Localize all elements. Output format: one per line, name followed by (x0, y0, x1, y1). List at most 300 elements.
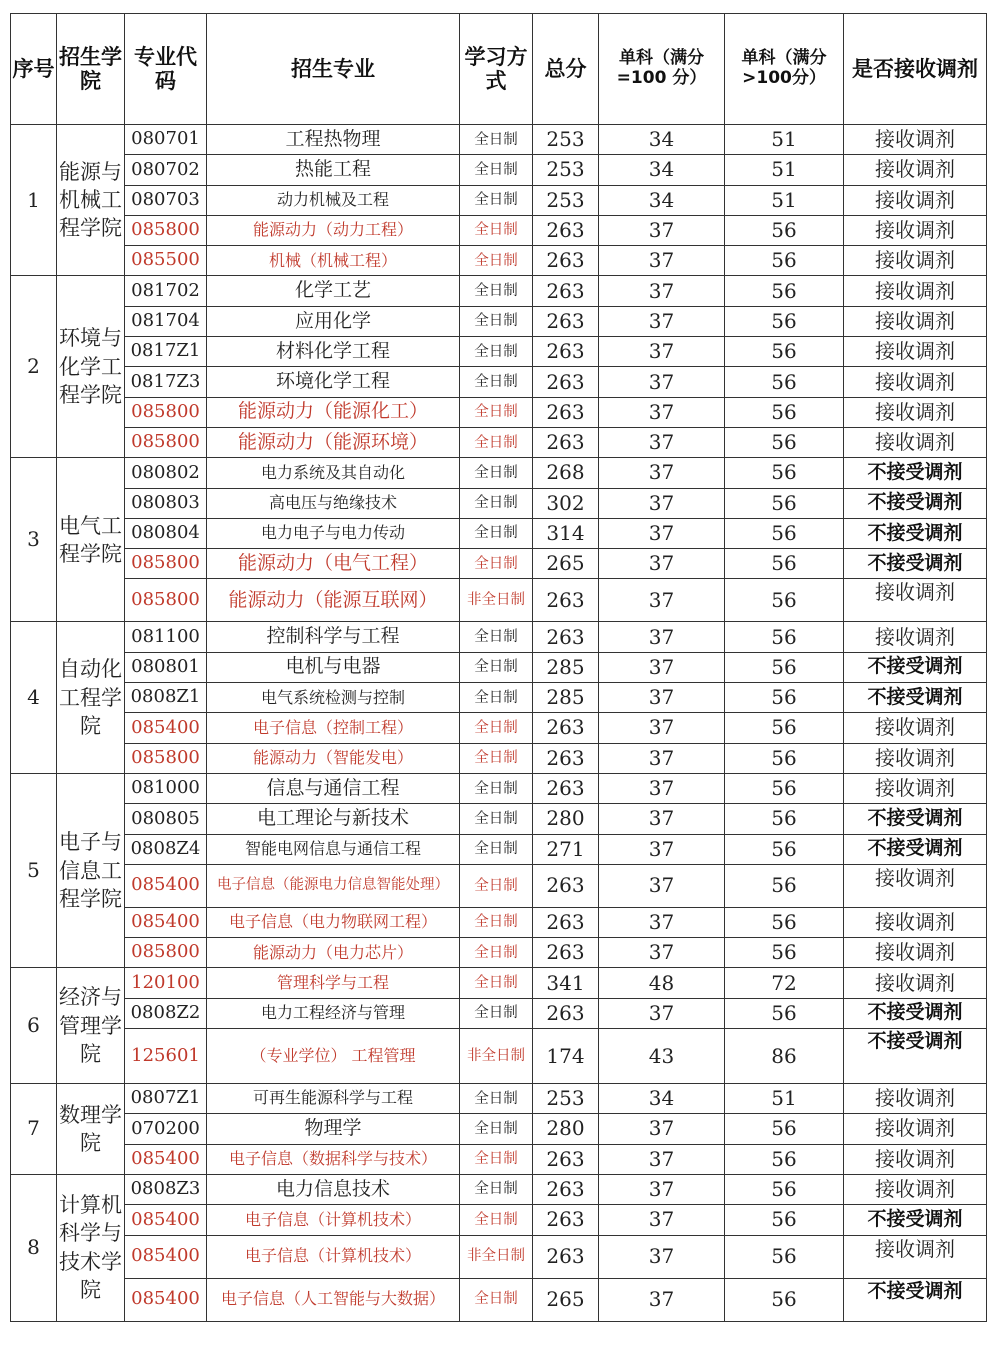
major-code: 081704 (125, 306, 207, 336)
major-code: 085800 (125, 549, 207, 579)
table-body (11, 125, 987, 1322)
header-total: 总分 (533, 14, 599, 125)
study-mode: 非全日制 (460, 1235, 533, 1278)
major-code: 080701 (125, 125, 207, 155)
single-100-score: 37 (599, 773, 725, 803)
table-row (11, 427, 987, 457)
major-name: 动力机械及工程 (207, 185, 460, 215)
table-row (11, 276, 987, 306)
single-over-100-score: 56 (725, 246, 844, 276)
single-100-score: 37 (599, 713, 725, 743)
adjust-status: 不接受调剂 (844, 549, 987, 579)
single-100-score: 37 (599, 518, 725, 548)
major-name: 电子信息（计算机技术） (207, 1235, 460, 1278)
table-row (11, 998, 987, 1028)
single-over-100-score: 56 (725, 1114, 844, 1144)
study-mode: 全日制 (460, 125, 533, 155)
adjust-status: 接收调剂 (844, 1144, 987, 1174)
header-single-over-100: 单科（满分>100分） (725, 14, 844, 125)
total-score: 263 (533, 367, 599, 397)
single-over-100-score: 51 (725, 185, 844, 215)
major-name: 电子信息（数据科学与技术） (207, 1144, 460, 1174)
table-row (11, 1114, 987, 1144)
major-code: 085400 (125, 713, 207, 743)
adjust-status: 接收调剂 (844, 579, 987, 622)
single-100-score: 34 (599, 185, 725, 215)
single-over-100-score: 56 (725, 549, 844, 579)
adjust-status: 不接受调剂 (844, 458, 987, 488)
single-over-100-score: 56 (725, 998, 844, 1028)
major-name: 电机与电器 (207, 652, 460, 682)
admission-table (10, 13, 987, 1322)
single-100-score: 37 (599, 397, 725, 427)
study-mode: 全日制 (460, 549, 533, 579)
single-over-100-score: 56 (725, 367, 844, 397)
adjust-status: 不接受调剂 (844, 488, 987, 518)
adjust-status: 接收调剂 (844, 276, 987, 306)
total-score: 174 (533, 1029, 599, 1084)
table-row (11, 864, 987, 907)
major-code: 085800 (125, 743, 207, 773)
single-100-score: 37 (599, 427, 725, 457)
single-100-score: 37 (599, 1174, 725, 1204)
major-name: 智能电网信息与通信工程 (207, 834, 460, 864)
study-mode: 全日制 (460, 488, 533, 518)
major-name: 电工理论与新技术 (207, 804, 460, 834)
major-code: 085800 (125, 397, 207, 427)
total-score: 263 (533, 306, 599, 336)
single-over-100-score: 56 (725, 579, 844, 622)
total-score: 263 (533, 246, 599, 276)
seq-number: 2 (11, 276, 57, 458)
major-name: 能源动力（电气工程） (207, 549, 460, 579)
single-100-score: 48 (599, 968, 725, 998)
adjust-status: 不接受调剂 (844, 834, 987, 864)
total-score: 280 (533, 1114, 599, 1144)
table-row (11, 773, 987, 803)
study-mode: 全日制 (460, 1144, 533, 1174)
adjust-status: 接收调剂 (844, 773, 987, 803)
adjust-status: 接收调剂 (844, 125, 987, 155)
major-name: 电力信息技术 (207, 1174, 460, 1204)
single-100-score: 37 (599, 215, 725, 245)
major-name: 电力电子与电力传动 (207, 518, 460, 548)
study-mode: 全日制 (460, 968, 533, 998)
major-code: 080803 (125, 488, 207, 518)
major-code: 081702 (125, 276, 207, 306)
single-over-100-score: 56 (725, 622, 844, 652)
table-row (11, 938, 987, 968)
study-mode: 全日制 (460, 427, 533, 457)
major-code: 085800 (125, 215, 207, 245)
total-score: 263 (533, 397, 599, 427)
single-100-score: 37 (599, 458, 725, 488)
major-name: 高电压与绝缘技术 (207, 488, 460, 518)
table-row (11, 743, 987, 773)
header-row (11, 14, 987, 125)
total-score: 263 (533, 427, 599, 457)
adjust-status: 接收调剂 (844, 968, 987, 998)
total-score: 263 (533, 743, 599, 773)
major-name: 能源动力（电力芯片） (207, 938, 460, 968)
adjust-status: 接收调剂 (844, 155, 987, 185)
table-row (11, 804, 987, 834)
single-100-score: 37 (599, 276, 725, 306)
table-row (11, 1278, 987, 1321)
table-row (11, 215, 987, 245)
single-100-score: 37 (599, 907, 725, 937)
total-score: 263 (533, 713, 599, 743)
single-over-100-score: 56 (725, 518, 844, 548)
major-code: 0808Z4 (125, 834, 207, 864)
single-100-score: 43 (599, 1029, 725, 1084)
single-100-score: 37 (599, 804, 725, 834)
study-mode: 全日制 (460, 215, 533, 245)
study-mode: 全日制 (460, 246, 533, 276)
adjust-status: 接收调剂 (844, 713, 987, 743)
major-code: 085800 (125, 579, 207, 622)
study-mode: 全日制 (460, 1174, 533, 1204)
single-over-100-score: 56 (725, 907, 844, 937)
total-score: 285 (533, 683, 599, 713)
study-mode: 全日制 (460, 998, 533, 1028)
table-row (11, 1235, 987, 1278)
table-row (11, 1205, 987, 1235)
single-100-score: 37 (599, 1278, 725, 1321)
seq-number: 4 (11, 622, 57, 773)
single-over-100-score: 51 (725, 155, 844, 185)
major-code: 080702 (125, 155, 207, 185)
total-score: 263 (533, 1235, 599, 1278)
adjust-status: 接收调剂 (844, 1084, 987, 1114)
single-100-score: 37 (599, 652, 725, 682)
adjust-status: 接收调剂 (844, 215, 987, 245)
single-over-100-score: 56 (725, 713, 844, 743)
major-code: 085500 (125, 246, 207, 276)
single-100-score: 34 (599, 1084, 725, 1114)
single-over-100-score: 56 (725, 427, 844, 457)
adjust-status: 接收调剂 (844, 427, 987, 457)
adjust-status: 接收调剂 (844, 246, 987, 276)
total-score: 253 (533, 1084, 599, 1114)
college-name: 环境与化学工程学院 (57, 276, 125, 458)
seq-number: 6 (11, 968, 57, 1084)
table-row (11, 185, 987, 215)
single-over-100-score: 56 (725, 1278, 844, 1321)
major-name: 化学工艺 (207, 276, 460, 306)
major-code: 080805 (125, 804, 207, 834)
study-mode: 全日制 (460, 683, 533, 713)
total-score: 263 (533, 773, 599, 803)
total-score: 263 (533, 907, 599, 937)
single-100-score: 37 (599, 488, 725, 518)
total-score: 263 (533, 622, 599, 652)
college-name: 自动化工程学院 (57, 622, 125, 773)
major-code: 085800 (125, 938, 207, 968)
header-major: 招生专业 (207, 14, 460, 125)
total-score: 253 (533, 185, 599, 215)
major-code: 0808Z2 (125, 998, 207, 1028)
total-score: 280 (533, 804, 599, 834)
college-name: 经济与管理学院 (57, 968, 125, 1084)
study-mode: 全日制 (460, 804, 533, 834)
single-over-100-score: 56 (725, 773, 844, 803)
major-code: 080802 (125, 458, 207, 488)
major-name: 电气系统检测与控制 (207, 683, 460, 713)
single-over-100-score: 56 (725, 397, 844, 427)
header-single-100: 单科（满分=100 分） (599, 14, 725, 125)
adjust-status: 接收调剂 (844, 1235, 987, 1278)
total-score: 253 (533, 125, 599, 155)
total-score: 341 (533, 968, 599, 998)
study-mode: 全日制 (460, 834, 533, 864)
single-over-100-score: 51 (725, 1084, 844, 1114)
adjust-status: 接收调剂 (844, 185, 987, 215)
major-name: 应用化学 (207, 306, 460, 336)
major-name: 工程热物理 (207, 125, 460, 155)
adjust-status: 不接受调剂 (844, 1205, 987, 1235)
single-100-score: 37 (599, 549, 725, 579)
total-score: 263 (533, 579, 599, 622)
single-over-100-score: 56 (725, 652, 844, 682)
major-name: 电力系统及其自动化 (207, 458, 460, 488)
study-mode: 全日制 (460, 938, 533, 968)
table-row (11, 1029, 987, 1084)
total-score: 263 (533, 215, 599, 245)
total-score: 263 (533, 1144, 599, 1174)
table-row (11, 518, 987, 548)
single-100-score: 37 (599, 337, 725, 367)
single-over-100-score: 56 (725, 306, 844, 336)
study-mode: 全日制 (460, 773, 533, 803)
major-code: 0817Z3 (125, 367, 207, 397)
adjust-status: 接收调剂 (844, 1174, 987, 1204)
major-code: 0817Z1 (125, 337, 207, 367)
total-score: 268 (533, 458, 599, 488)
single-100-score: 37 (599, 743, 725, 773)
major-name: 电子信息（电力物联网工程） (207, 907, 460, 937)
single-over-100-score: 56 (725, 1174, 844, 1204)
major-name: 信息与通信工程 (207, 773, 460, 803)
table-row (11, 683, 987, 713)
adjust-status: 不接受调剂 (844, 518, 987, 548)
major-code: 070200 (125, 1114, 207, 1144)
single-over-100-score: 86 (725, 1029, 844, 1084)
major-name: 热能工程 (207, 155, 460, 185)
single-over-100-score: 56 (725, 683, 844, 713)
single-over-100-score: 56 (725, 337, 844, 367)
major-name: 物理学 (207, 1114, 460, 1144)
single-100-score: 37 (599, 306, 725, 336)
major-code: 0808Z3 (125, 1174, 207, 1204)
study-mode: 全日制 (460, 155, 533, 185)
adjust-status: 接收调剂 (844, 864, 987, 907)
single-over-100-score: 51 (725, 125, 844, 155)
header-mode: 学习方式 (460, 14, 533, 125)
college-name: 电子与信息工程学院 (57, 773, 125, 967)
major-code: 080801 (125, 652, 207, 682)
total-score: 263 (533, 998, 599, 1028)
table-row (11, 1084, 987, 1114)
table-row (11, 968, 987, 998)
adjust-status: 接收调剂 (844, 743, 987, 773)
major-code: 085400 (125, 1278, 207, 1321)
major-code: 085400 (125, 907, 207, 937)
major-code: 081100 (125, 622, 207, 652)
table-row (11, 1174, 987, 1204)
study-mode: 全日制 (460, 713, 533, 743)
total-score: 263 (533, 1174, 599, 1204)
single-over-100-score: 56 (725, 864, 844, 907)
college-name: 数理学院 (57, 1084, 125, 1175)
college-name: 计算机科学与技术学院 (57, 1174, 125, 1321)
single-100-score: 37 (599, 367, 725, 397)
single-100-score: 37 (599, 683, 725, 713)
major-code: 081000 (125, 773, 207, 803)
major-name: （专业学位） 工程管理 (207, 1029, 460, 1084)
single-over-100-score: 56 (725, 1144, 844, 1174)
single-100-score: 37 (599, 1235, 725, 1278)
single-over-100-score: 56 (725, 1205, 844, 1235)
major-name: 能源动力（能源环境） (207, 427, 460, 457)
study-mode: 全日制 (460, 1205, 533, 1235)
adjust-status: 不接受调剂 (844, 1029, 987, 1084)
study-mode: 全日制 (460, 518, 533, 548)
table-row (11, 622, 987, 652)
table-row (11, 306, 987, 336)
seq-number: 8 (11, 1174, 57, 1321)
single-over-100-score: 56 (725, 276, 844, 306)
major-code: 080804 (125, 518, 207, 548)
adjust-status: 接收调剂 (844, 907, 987, 937)
adjust-status: 接收调剂 (844, 1114, 987, 1144)
total-score: 302 (533, 488, 599, 518)
adjust-status: 接收调剂 (844, 337, 987, 367)
college-name: 能源与机械工程学院 (57, 125, 125, 276)
adjust-status: 接收调剂 (844, 397, 987, 427)
major-name: 可再生能源科学与工程 (207, 1084, 460, 1114)
total-score: 253 (533, 155, 599, 185)
major-code: 120100 (125, 968, 207, 998)
study-mode: 全日制 (460, 907, 533, 937)
study-mode: 全日制 (460, 1278, 533, 1321)
seq-number: 5 (11, 773, 57, 967)
single-100-score: 37 (599, 579, 725, 622)
single-100-score: 37 (599, 1205, 725, 1235)
major-name: 控制科学与工程 (207, 622, 460, 652)
table-row (11, 549, 987, 579)
major-code: 0807Z1 (125, 1084, 207, 1114)
major-code: 085800 (125, 427, 207, 457)
study-mode: 全日制 (460, 337, 533, 367)
single-over-100-score: 56 (725, 834, 844, 864)
total-score: 263 (533, 1205, 599, 1235)
major-code: 085400 (125, 1205, 207, 1235)
adjust-status: 接收调剂 (844, 367, 987, 397)
table-row (11, 337, 987, 367)
seq-number: 1 (11, 125, 57, 276)
major-name: 能源动力（能源化工） (207, 397, 460, 427)
adjust-status: 不接受调剂 (844, 998, 987, 1028)
study-mode: 全日制 (460, 864, 533, 907)
table-row (11, 1144, 987, 1174)
study-mode: 全日制 (460, 276, 533, 306)
table-row (11, 488, 987, 518)
table-row (11, 907, 987, 937)
major-name: 电子信息（能源电力信息智能处理） (207, 864, 460, 907)
adjust-status: 不接受调剂 (844, 683, 987, 713)
header-adjust: 是否接收调剂 (844, 14, 987, 125)
table-row (11, 713, 987, 743)
major-name: 能源动力（智能发电） (207, 743, 460, 773)
header-seq: 序号 (11, 14, 57, 125)
header-code: 专业代码 (125, 14, 207, 125)
table-row (11, 652, 987, 682)
single-100-score: 34 (599, 155, 725, 185)
single-over-100-score: 56 (725, 804, 844, 834)
total-score: 263 (533, 337, 599, 367)
single-100-score: 37 (599, 1144, 725, 1174)
major-name: 能源动力（能源互联网） (207, 579, 460, 622)
study-mode: 全日制 (460, 458, 533, 488)
table-row (11, 834, 987, 864)
table-row (11, 125, 987, 155)
table-row (11, 397, 987, 427)
single-100-score: 37 (599, 246, 725, 276)
college-name: 电气工程学院 (57, 458, 125, 622)
study-mode: 全日制 (460, 397, 533, 427)
adjust-status: 不接受调剂 (844, 804, 987, 834)
total-score: 265 (533, 1278, 599, 1321)
major-code: 085400 (125, 1235, 207, 1278)
major-name: 环境化学工程 (207, 367, 460, 397)
study-mode: 全日制 (460, 1084, 533, 1114)
study-mode: 全日制 (460, 1114, 533, 1144)
single-over-100-score: 72 (725, 968, 844, 998)
major-name: 能源动力（动力工程） (207, 215, 460, 245)
study-mode: 全日制 (460, 367, 533, 397)
single-over-100-score: 56 (725, 458, 844, 488)
major-name: 电子信息（控制工程） (207, 713, 460, 743)
study-mode: 非全日制 (460, 579, 533, 622)
total-score: 265 (533, 549, 599, 579)
table-row (11, 367, 987, 397)
total-score: 285 (533, 652, 599, 682)
major-name: 管理科学与工程 (207, 968, 460, 998)
total-score: 263 (533, 938, 599, 968)
major-code: 125601 (125, 1029, 207, 1084)
major-name: 电力工程经济与管理 (207, 998, 460, 1028)
study-mode: 全日制 (460, 622, 533, 652)
single-over-100-score: 56 (725, 938, 844, 968)
seq-number: 3 (11, 458, 57, 622)
single-100-score: 34 (599, 125, 725, 155)
single-100-score: 37 (599, 834, 725, 864)
study-mode: 全日制 (460, 743, 533, 773)
total-score: 263 (533, 864, 599, 907)
major-name: 电子信息（人工智能与大数据） (207, 1278, 460, 1321)
single-over-100-score: 56 (725, 488, 844, 518)
adjust-status: 接收调剂 (844, 306, 987, 336)
table-row (11, 458, 987, 488)
single-over-100-score: 56 (725, 743, 844, 773)
major-name: 机械（机械工程） (207, 246, 460, 276)
single-100-score: 37 (599, 998, 725, 1028)
study-mode: 全日制 (460, 652, 533, 682)
total-score: 314 (533, 518, 599, 548)
total-score: 263 (533, 276, 599, 306)
single-100-score: 37 (599, 1114, 725, 1144)
